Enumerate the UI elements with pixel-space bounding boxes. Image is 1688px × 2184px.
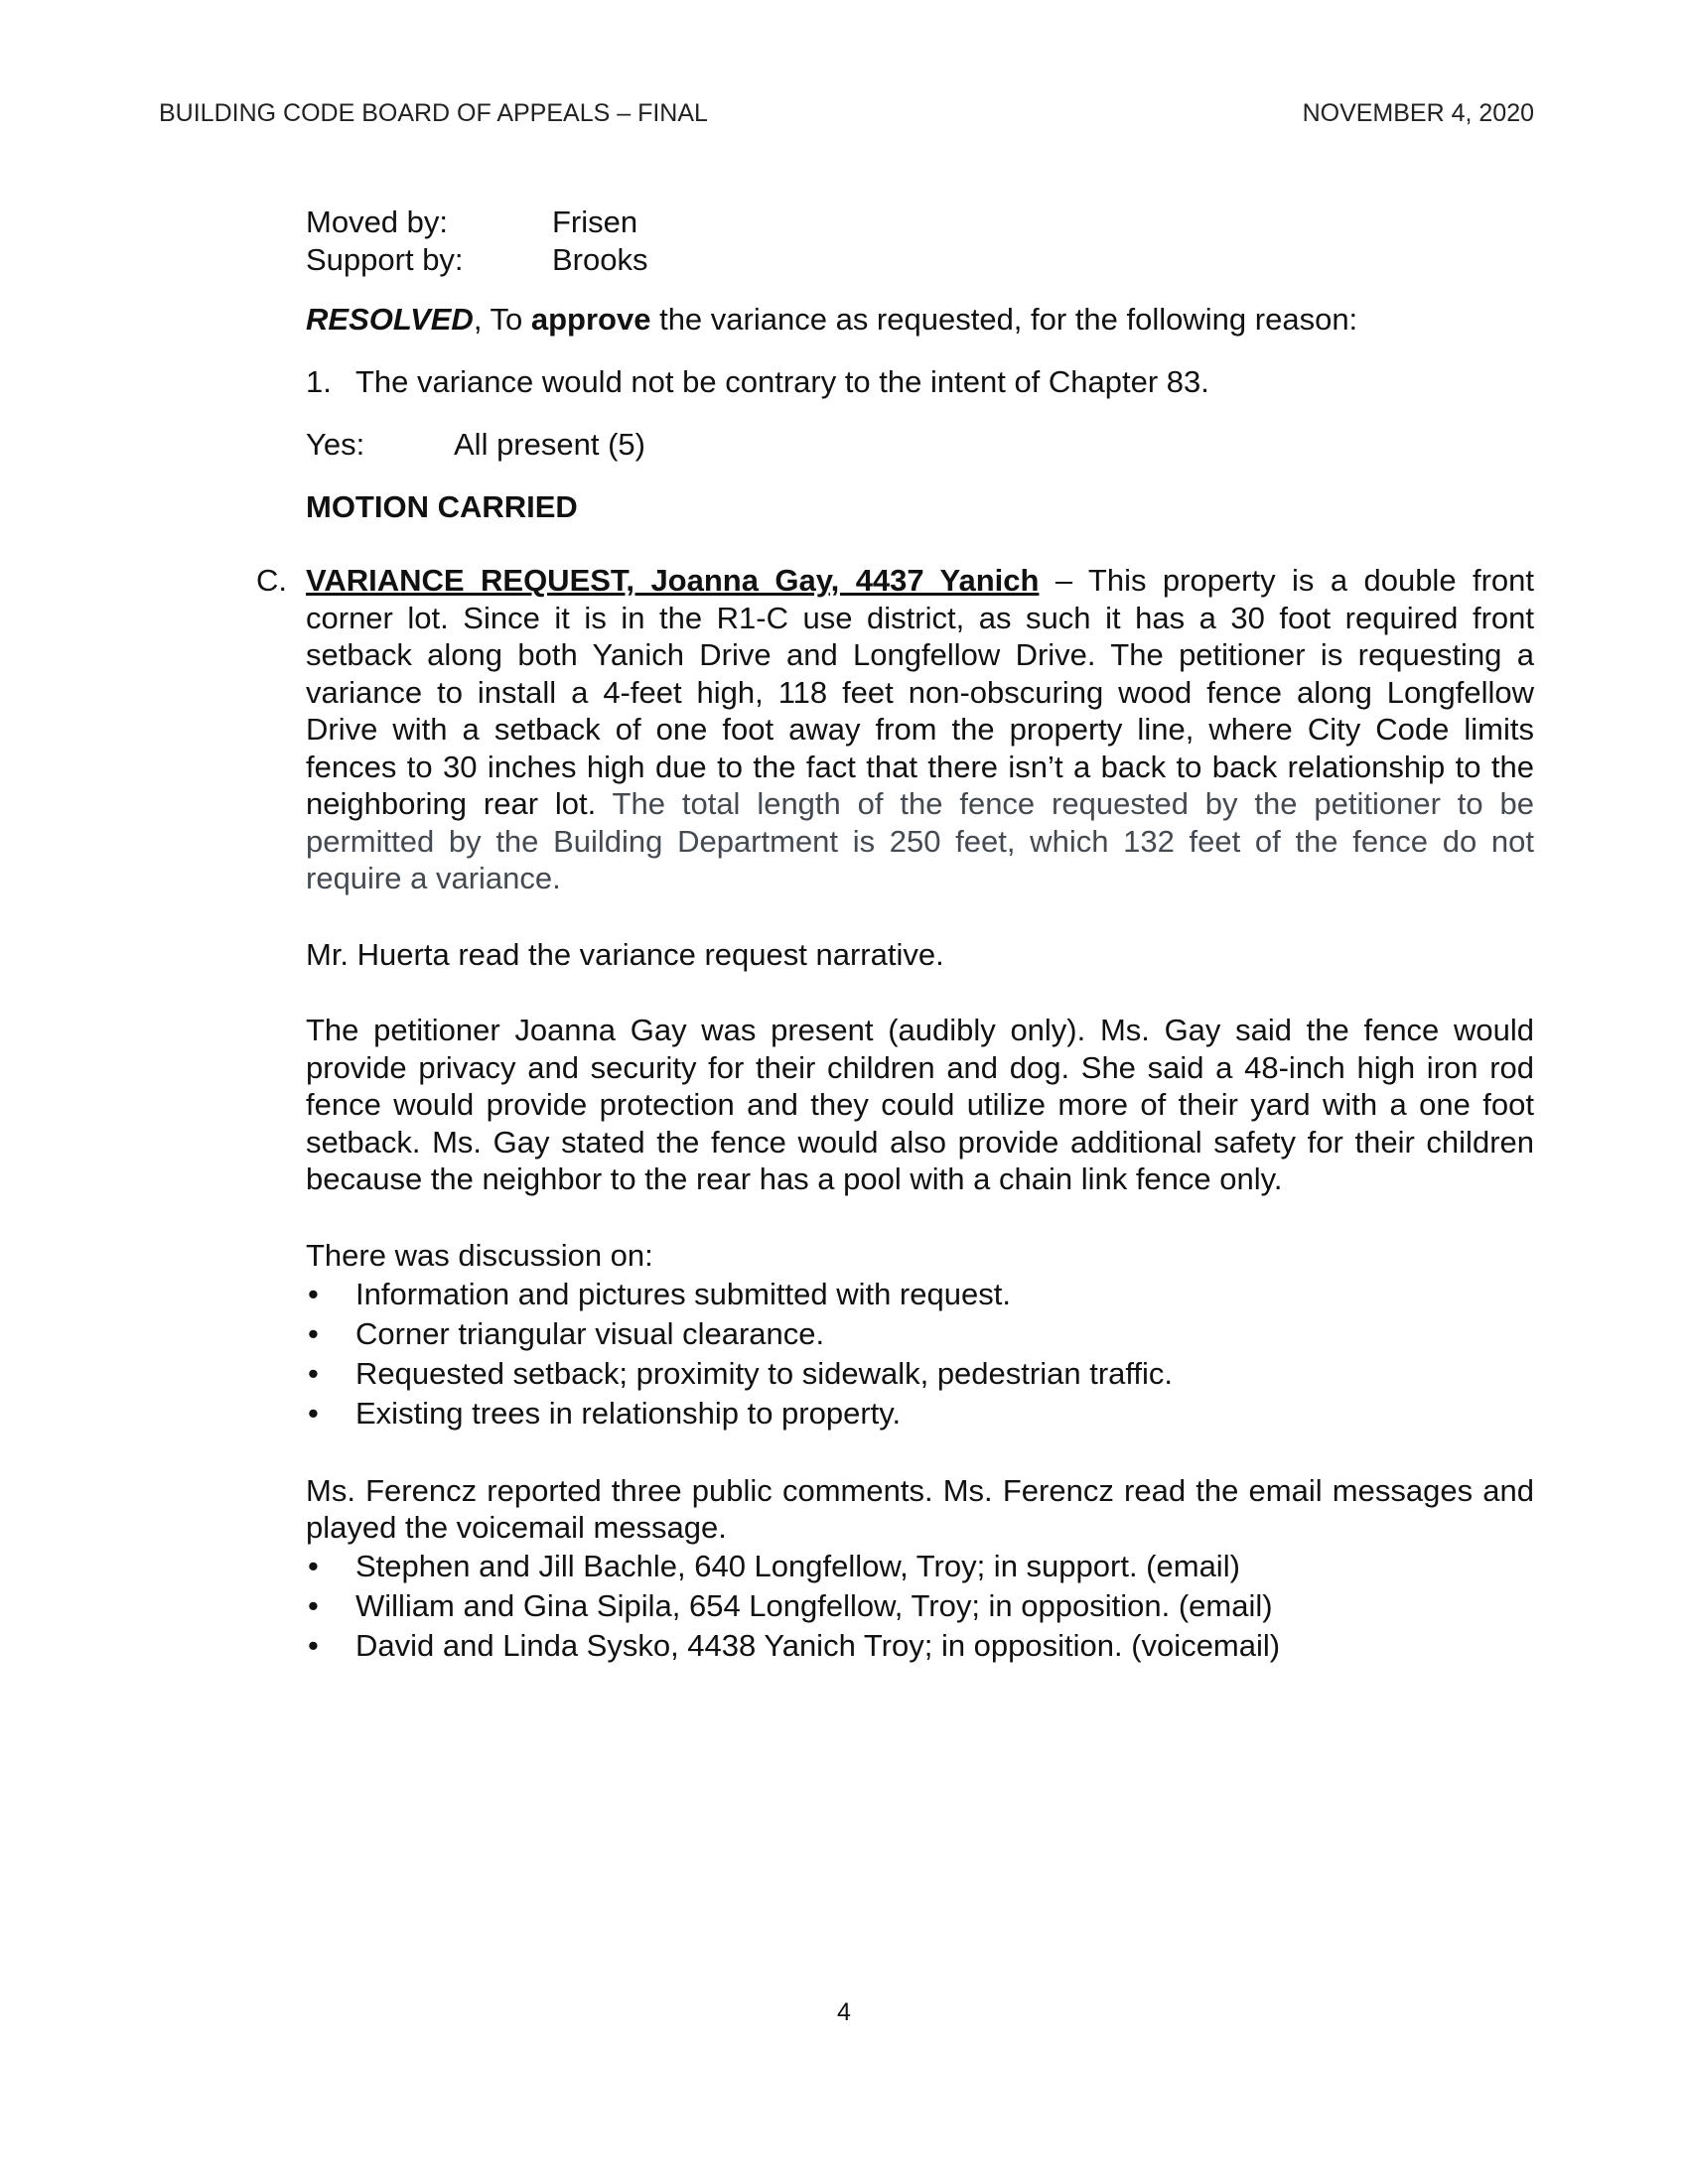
support-by-label: Support by: — [306, 242, 464, 277]
reason-number: 1. — [306, 364, 332, 399]
resolved-keyword: RESOLVED — [306, 302, 474, 337]
header-title: BUILDING CODE BOARD OF APPEALS – FINAL — [159, 99, 708, 127]
vote-row — [306, 426, 1534, 464]
resolved-action: approve — [530, 302, 651, 337]
support-by-value: Brooks — [552, 242, 648, 277]
vote-value: All present (5) — [454, 427, 645, 462]
bullet-icon: • — [308, 1395, 319, 1431]
document-body — [256, 204, 1534, 1666]
resolved-mid: , To — [473, 302, 531, 337]
resolution-statement — [306, 301, 1534, 339]
bullet-icon: • — [308, 1276, 319, 1311]
narrative-paragraph: Mr. Huerta read the variance request narrative. — [306, 936, 944, 972]
bullet-icon: • — [308, 1587, 319, 1623]
list-item: • Information and pictures submitted with request. — [306, 1275, 1534, 1314]
discussion-intro: There was discussion on: — [306, 1237, 653, 1273]
moved-by-label: Moved by: — [306, 205, 449, 239]
section-letter: C. — [256, 563, 287, 598]
variance-request-section — [256, 562, 1534, 897]
bullet-icon: • — [308, 1355, 319, 1391]
bullet-icon: • — [308, 1548, 319, 1583]
discussion-list — [306, 1275, 1534, 1433]
list-item: • Corner triangular visual clearance. — [306, 1314, 1534, 1354]
public-comments-paragraph: Ms. Ferencz reported three public comments. Ms. Ferencz read the email messages and played the voicemail message. — [306, 1472, 1534, 1545]
variance-request-note: The total length of the fence requested by the petitioner to be permitted by the Building Department is 250 feet, which 132 feet of the fence do not require a variance. — [306, 786, 1534, 895]
petitioner-paragraph: The petitioner Joanna Gay was present (audibly only). Ms. Gay said the fence would provide privacy and security for their children and dog. She said a 48-inch high iron rod fence would provide protection and they could utilize more of their yard with a one foot setback. Ms. Gay stated the fence would also provide additional safety for their children because the neighbor to the rear has a pool with a chain link fence only. — [306, 1013, 1534, 1196]
page-header — [159, 99, 1534, 128]
moved-by-value: Frisen — [552, 205, 638, 239]
list-item: • Stephen and Jill Bachle, 640 Longfellow, Troy; in support. (email) — [306, 1547, 1534, 1586]
header-date: NOVEMBER 4, 2020 — [1302, 99, 1534, 127]
reason-item — [306, 363, 1534, 401]
page-number: 4 — [837, 1998, 851, 2026]
bullet-icon: • — [308, 1627, 319, 1663]
variance-request-title: VARIANCE REQUEST, Joanna Gay, 4437 Yanich — [306, 563, 1040, 598]
list-item: • Existing trees in relationship to property. — [306, 1394, 1534, 1433]
motion-result: MOTION CARRIED — [306, 489, 578, 524]
reason-text: The variance would not be contrary to the intent of Chapter 83. — [355, 364, 1209, 399]
bullet-icon: • — [308, 1315, 319, 1351]
list-item: • Requested setback; proximity to sidewalk, pedestrian traffic. — [306, 1354, 1534, 1394]
list-item: • David and Linda Sysko, 4438 Yanich Troy; in opposition. (voicemail) — [306, 1626, 1534, 1666]
public-comments-list — [306, 1547, 1534, 1666]
support-by-row — [306, 241, 1534, 279]
vote-label: Yes: — [306, 427, 365, 462]
variance-request-body: – This property is a double front corner lot. Since it is in the R1-C use district, as such it has a 30 foot required front setback along both Yanich Drive and Longfellow Drive. The petitioner is requesting a variance to install a 4-feet high, 118 feet non-obscuring wood fence along Longfellow Drive with a setback of one foot away from the property line, where City Code limits fences to 30 inches high due to the fact that there isn’t a back to back relationship to the neighboring rear lot. — [306, 563, 1534, 821]
moved-by-row — [306, 204, 1534, 241]
resolved-rest: the variance as requested, for the following reason: — [650, 302, 1358, 337]
list-item: • William and Gina Sipila, 654 Longfellow, Troy; in opposition. (email) — [306, 1586, 1534, 1626]
